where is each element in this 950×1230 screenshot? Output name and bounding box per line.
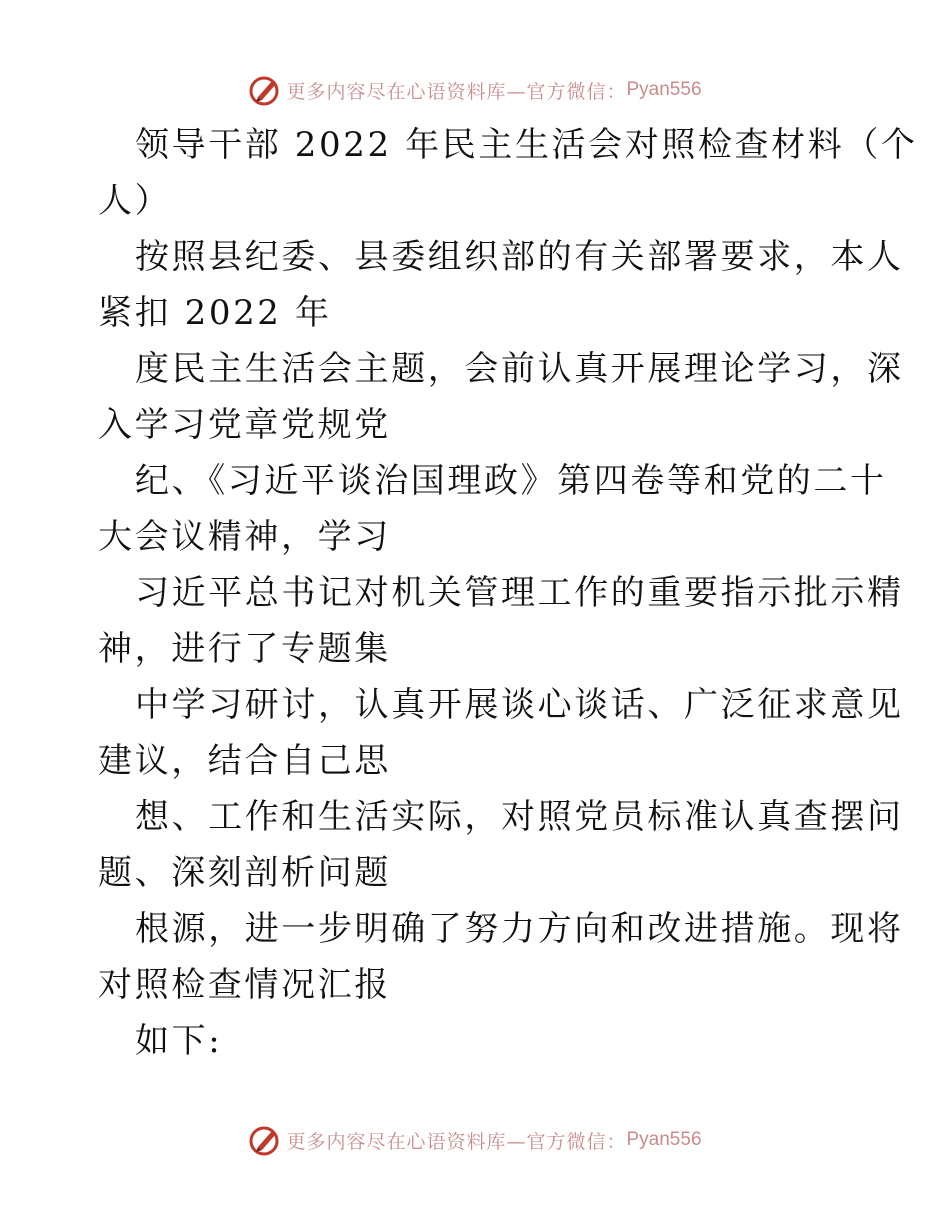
footer-watermark xyxy=(0,1120,950,1160)
text-line: 按照县纪委、县委组织部的有关部署要求，本人 xyxy=(135,237,904,277)
paragraph xyxy=(98,229,904,341)
text-line: 度民主生活会主题，会前认真开展理论学习，深 xyxy=(135,349,904,389)
paragraph xyxy=(98,677,904,789)
pen-logo-icon xyxy=(248,1123,282,1157)
paragraph xyxy=(98,341,904,453)
watermark-text-cn: 更多内容尽在心语资料库—官方微信： xyxy=(286,80,627,103)
text-line: 想、工作和生活实际，对照党员标准认真查摆问 xyxy=(135,797,904,837)
paragraph xyxy=(98,1013,858,1069)
paragraph xyxy=(98,901,904,1013)
text-line: 紧扣 2022 年 xyxy=(98,293,332,333)
text-line: 人） xyxy=(98,181,172,221)
text-line: 题、深刻剖析问题 xyxy=(98,853,391,893)
watermark-text-en: Pyan556 xyxy=(626,79,702,100)
watermark-text-cn: 更多内容尽在心语资料库—官方微信： xyxy=(286,1130,627,1153)
header-watermark xyxy=(0,70,950,110)
text-line: 对照检查情况汇报 xyxy=(98,965,391,1005)
text-line: 中学习研讨，认真开展谈心谈话、广泛征求意见 xyxy=(135,685,904,725)
text-line: 入学习党章党规党 xyxy=(98,405,391,445)
paragraph xyxy=(98,453,887,565)
text-line: 纪、《习近平谈治国理政》第四卷等和党的二十 xyxy=(135,461,887,501)
text-line: 建议，结合自己思 xyxy=(98,741,391,781)
paragraph-title xyxy=(98,117,918,229)
text-line: 大会议精神，学习 xyxy=(98,517,391,557)
document-body xyxy=(98,117,918,1069)
text-line: 习近平总书记对机关管理工作的重要指示批示精 xyxy=(135,573,904,613)
watermark-text-en: Pyan556 xyxy=(626,1129,702,1150)
text-line: 神，进行了专题集 xyxy=(98,629,391,669)
paragraph xyxy=(98,565,904,677)
pen-logo-icon xyxy=(248,73,282,107)
text-line: 如下: xyxy=(135,1021,223,1061)
text-line: 领导干部 2022 年民主生活会对照检查材料（个 xyxy=(135,125,918,165)
text-line: 根源，进一步明确了努力方向和改进措施。现将 xyxy=(135,909,904,949)
paragraph xyxy=(98,789,904,901)
